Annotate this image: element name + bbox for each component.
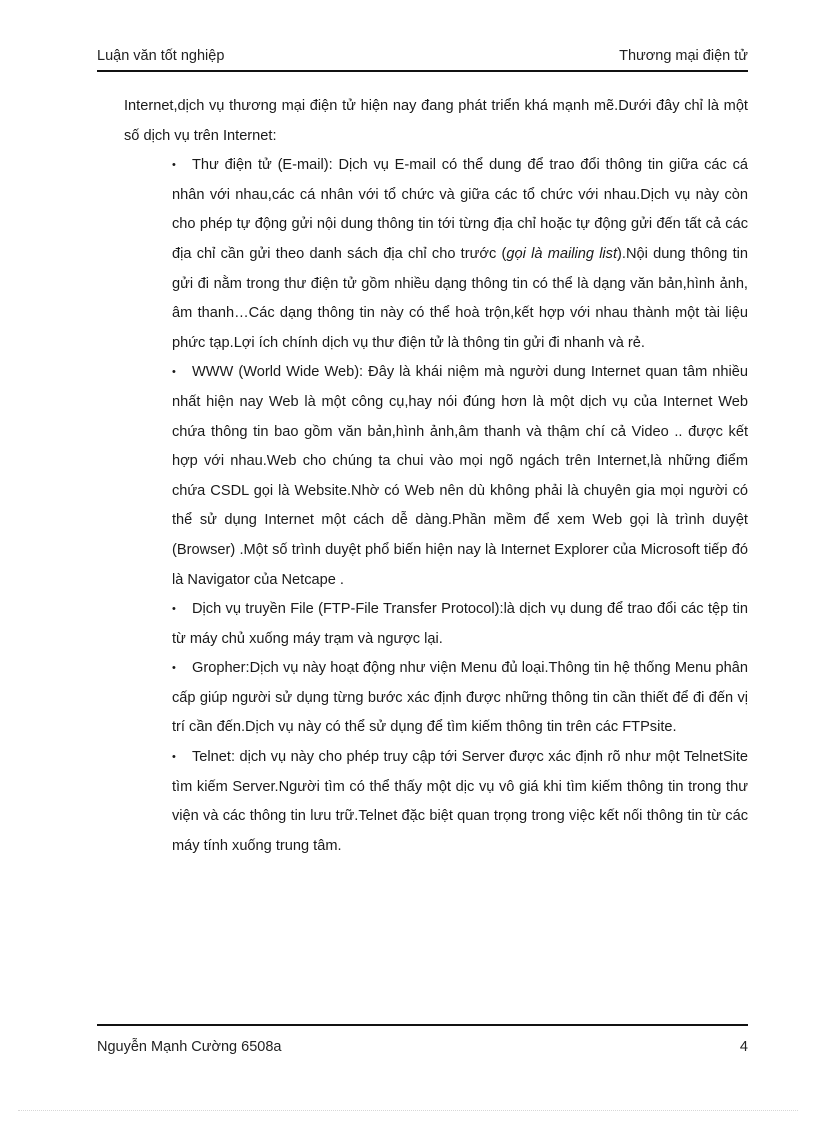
item-text: Dịch vụ truyền File (FTP-File Transfer Protocol):là dịch vụ dung để trao đổi các tệp tin từ máy chủ xuống máy trạm và ngược lại. bbox=[172, 601, 748, 647]
page-footer bbox=[97, 1039, 748, 1061]
service-list bbox=[124, 151, 748, 861]
page-number: 4 bbox=[739, 1039, 748, 1055]
list-item bbox=[172, 654, 748, 743]
item-text: ).Nội dung thông tin gửi đi nằm trong thư điện tử gồm nhiều dạng thông tin có thể là dạng văn bản,hình ảnh, âm thanh…Các dạng thông tin này có thể hoà trộn,kết hợp với nhau thành một tài liệu phức tạp.Lợi ích chính dịch vụ thư điện tử là thông tin gửi đi nhanh và rẻ. bbox=[172, 245, 749, 351]
item-italic-text: gọi là mailing list bbox=[506, 245, 618, 262]
list-item bbox=[172, 358, 748, 595]
page-content bbox=[124, 92, 748, 861]
bullet-icon: • bbox=[172, 662, 176, 675]
item-text: Thư điện tử (E-mail): Dịch vụ E-mail có thể dung để trao đổi thông tin giữa các cá nhân với nhau,các cá nhân với tổ chức và giữa các tổ chức với nhau.Dịch vụ này còn cho phép tự động gửi nội dung thông tin tới từng địa chỉ hoặc tự động gửi đến tất cả các địa chỉ cần gửi theo danh sách địa chỉ cho trước ( bbox=[172, 157, 748, 262]
intro-paragraph: Internet,dịch vụ thương mại điện tử hiện nay đang phát triển khá mạnh mẽ.Dưới đây chỉ là một số dịch vụ trên Internet: bbox=[124, 98, 748, 144]
bullet-icon: • bbox=[172, 366, 176, 379]
bullet-icon: • bbox=[172, 603, 176, 616]
page-header bbox=[97, 48, 748, 70]
bullet-icon: • bbox=[172, 751, 176, 764]
list-item bbox=[172, 151, 748, 358]
bullet-icon: • bbox=[172, 159, 176, 172]
page-edge-divider bbox=[18, 1110, 798, 1111]
item-text: WWW (World Wide Web): Đây là khái niệm mà người dung Internet quan tâm nhiều nhất hiện nay Web là một công cụ,hay nói đúng hơn là một dịch vụ của Internet Web chứa thông tin bao gồm văn bản,hình ảnh,âm thanh và thậm chí cả Video .. được kết hợp với nhau.Web cho chúng ta chui vào mọi ngõ ngách trên Internet,là những điểm chứa CSDL gọi là Website.Nhờ có Web nên dù không phải là chuyên gia mọi người có thể sử dụng Internet một cách dễ dàng.Phần mềm để xem Web gọi là trình duyệt (Browser) .Một số trình duyệt phổ biến hiện nay là Internet Explorer của Microsoft tiếp đó là Navigator của Netcape . bbox=[172, 364, 748, 588]
list-item bbox=[172, 743, 748, 861]
header-thesis-title: Luận văn tốt nghiệp bbox=[97, 48, 225, 64]
list-item bbox=[172, 595, 748, 654]
header-subject-title: Thương mại điện tử bbox=[619, 48, 748, 64]
item-text: Telnet: dịch vụ này cho phép truy cập tới Server được xác định rõ như một TelnetSite tìm kiếm Server.Người tìm có thể thấy một dịc vụ vô giá khi tìm kiếm thông tin trong thư viện và các thông tin lưu trữ.Telnet đặc biệt quan trọng trong việc kết nối thông tin từ các máy tính xuống trung tâm. bbox=[172, 749, 748, 854]
footer-divider bbox=[97, 1024, 748, 1026]
header-divider bbox=[97, 70, 748, 72]
footer-author: Nguyễn Mạnh Cường 6508a bbox=[97, 1039, 282, 1055]
item-text: Gropher:Dịch vụ này hoạt động như viện Menu đủ loại.Thông tin hệ thống Menu phân cấp giúp người sử dụng từng bước xác định được những thông tin cần thiết để đi đến vị trí cần đến.Dịch vụ này có thể sử dụng để tìm kiếm thông tin trên các FTPsite. bbox=[172, 660, 748, 736]
